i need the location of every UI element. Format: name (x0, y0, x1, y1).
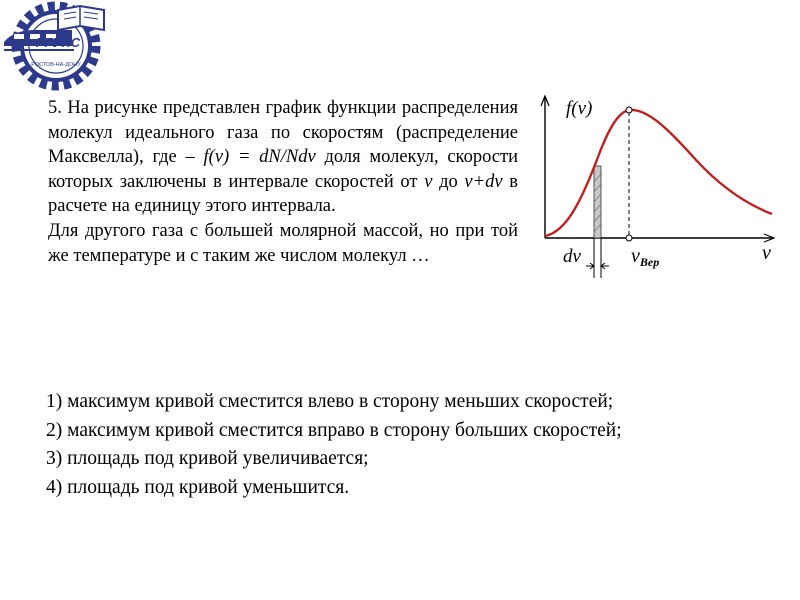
logo-subtext: РОСТОВ-НА-ДОНУ (31, 62, 81, 68)
peak-marker (626, 107, 632, 113)
question-line-2: доля молекул, скорости которых заключены в интервале скоростей от (48, 147, 518, 192)
question-text (48, 96, 518, 268)
question-mid: до (432, 171, 465, 192)
vp-label: $v_{Вер}$ (631, 245, 660, 269)
dv-arrow-right (601, 263, 609, 269)
answer-option-2[interactable]: 2) максимум кривой сместится вправо в сторону больших скоростей; (46, 419, 622, 441)
book-icon (58, 6, 104, 30)
formula: f(v) = dN/Ndv (203, 147, 316, 168)
dv-strip (594, 166, 601, 238)
answer-option-4[interactable]: 4) площадь под кривой уменьшится. (46, 476, 350, 498)
maxwell-graph (536, 92, 780, 282)
question-line-3: в расчете на единицу этого интервала. (48, 171, 518, 217)
answer-options (46, 388, 622, 502)
var-v: v (424, 171, 433, 192)
university-logo (0, 0, 112, 92)
vp-axis-marker (626, 235, 632, 241)
distribution-curve (545, 110, 772, 236)
answer-option-3[interactable]: 3) площадь под кривой увеличивается; (46, 448, 369, 469)
answer-option-1[interactable]: 1) максимум кривой сместится влево в сторону меньших скоростей; (46, 391, 614, 412)
question-paragraph-1 (48, 96, 518, 219)
y-axis-label: f(v) (566, 98, 593, 119)
logo-text: РГУПС (35, 35, 81, 50)
question-line-1: 5. На рисунке представлен график функции распределения молекул идеального газа по скоростям (распределение Максвелла), где – (48, 98, 518, 168)
question-paragraph-2: Для другого газа с большей молярной массой, но при той же температуре и с таким же числом молекул … (48, 220, 518, 266)
dv-label: dv (563, 246, 581, 267)
dv-arrow-left (586, 263, 594, 269)
var-v-dv: v+dv (464, 171, 503, 192)
x-axis-label: v (762, 242, 771, 264)
